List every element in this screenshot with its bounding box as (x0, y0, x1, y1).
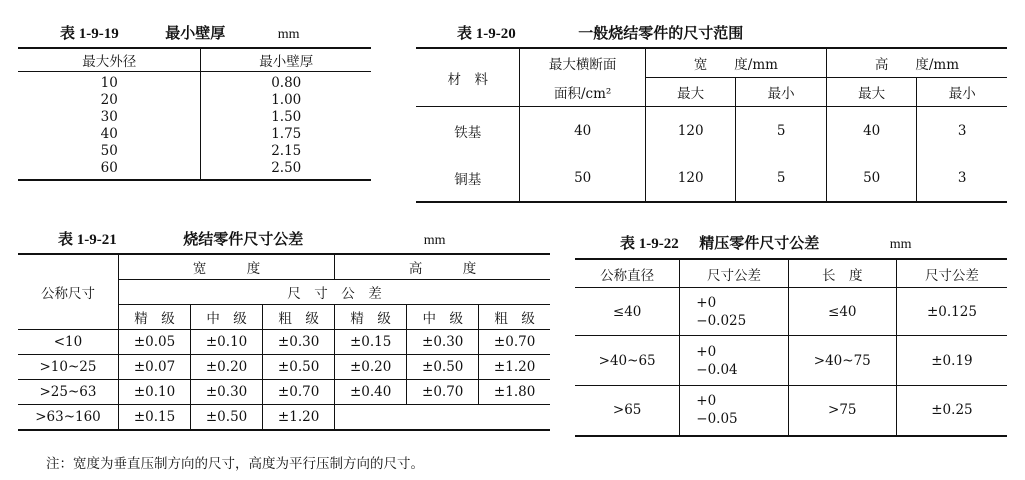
table-row (18, 355, 550, 380)
header-cell: 粗 级 (479, 305, 550, 330)
table-21-title: 烧结零件尺寸公差 (183, 230, 304, 248)
header-cell: 中 级 (191, 305, 263, 330)
table-cell: ±0.50 (191, 405, 263, 431)
table-cell: ±0.19 (896, 336, 1007, 386)
table-cell: >65 (575, 386, 680, 436)
table-header-row (416, 48, 1007, 78)
table-cell: ±0.15 (335, 330, 407, 355)
table-cell: ±0.125 (896, 288, 1007, 336)
header-cell: 粗 级 (263, 305, 335, 330)
lower-deviation: −0.025 (696, 312, 747, 329)
table-22-caption (620, 232, 911, 253)
lower-deviation: −0.04 (696, 361, 738, 378)
table-row (18, 330, 550, 355)
table-row (18, 72, 371, 93)
header-cell: 最小壁厚 (201, 48, 371, 72)
table-row (575, 336, 1007, 386)
table-cell: ±1.80 (479, 380, 550, 405)
table-19-caption (60, 22, 299, 43)
table-20 (416, 47, 1007, 203)
table-cell: 10 (18, 72, 201, 93)
table-row (416, 154, 1007, 202)
table-cell: 3 (917, 107, 1007, 155)
header-cell: 面积/cm² (520, 78, 645, 107)
table-cell: 60 (18, 160, 201, 180)
table-cell: >40~75 (788, 336, 896, 386)
table-cell: 50 (18, 143, 201, 160)
table-21-caption (58, 228, 445, 249)
header-cell: 宽 度/mm (645, 48, 826, 78)
table-cell: ±0.05 (119, 330, 191, 355)
table-cell: ±0.30 (407, 330, 479, 355)
header-cell: 最大外径 (18, 48, 201, 72)
upper-deviation: +0 (696, 343, 717, 360)
table-cell: 30 (18, 109, 201, 126)
table-row (18, 143, 371, 160)
table-row (416, 107, 1007, 155)
table-19-title: 最小壁厚 (165, 24, 226, 42)
tolerance-cell (680, 386, 788, 436)
header-cell: 公称直径 (575, 259, 680, 288)
table-cell: >63~160 (18, 405, 119, 431)
table-cell: ±0.07 (119, 355, 191, 380)
table-cell (479, 405, 550, 431)
upper-deviation: +0 (696, 294, 717, 311)
table-cell: 3 (917, 154, 1007, 202)
table-cell: ≤40 (575, 288, 680, 336)
table-row (575, 288, 1007, 336)
header-cell: 最小 (736, 78, 826, 107)
table-row (18, 109, 371, 126)
header-cell: 高 度 (335, 254, 550, 280)
table-cell: 铁基 (416, 107, 520, 155)
header-cell: 尺寸公差 (680, 259, 788, 288)
table-cell: 2.15 (271, 143, 302, 159)
table-cell: 2.50 (271, 160, 302, 176)
table-cell: ±0.20 (335, 355, 407, 380)
header-cell: 公称尺寸 (18, 254, 119, 330)
header-cell: 最小 (917, 78, 1007, 107)
table-cell: >25~63 (18, 380, 119, 405)
header-cell: 最大 (826, 78, 917, 107)
table-cell: ±0.70 (263, 380, 335, 405)
table-20-number: 表 1-9-20 (457, 26, 516, 42)
table-cell: ±0.10 (119, 380, 191, 405)
table-cell: ±1.20 (479, 355, 550, 380)
table-cell: ±1.20 (263, 405, 335, 431)
header-cell: 中 级 (407, 305, 479, 330)
table-row (18, 92, 371, 109)
table-cell: ±0.25 (896, 386, 1007, 436)
table-cell: ±0.50 (407, 355, 479, 380)
header-cell: 精 级 (335, 305, 407, 330)
table-cell: 5 (736, 107, 826, 155)
table-cell: 20 (18, 92, 201, 109)
table-20-title: 一般烧结零件的尺寸范围 (578, 24, 744, 42)
table-cell: ±0.40 (335, 380, 407, 405)
tolerance-cell (680, 288, 788, 336)
table-21-note: 注：宽度为垂直压制方向的尺寸，高度为平行压制方向的尺寸。 (46, 456, 424, 472)
table-cell: 1.00 (271, 92, 302, 108)
tolerance-cell (680, 336, 788, 386)
table-header-row (575, 259, 1007, 288)
table-cell: ±0.70 (479, 330, 550, 355)
table-21 (18, 253, 550, 431)
table-19-unit: mm (277, 27, 300, 42)
table-cell (407, 405, 479, 431)
header-cell: 尺寸公差 (896, 259, 1007, 288)
table-cell: ≤40 (788, 288, 896, 336)
table-cell: 50 (826, 154, 917, 202)
lower-deviation: −0.05 (696, 411, 738, 428)
table-cell: ±0.30 (191, 380, 263, 405)
header-cell: 尺 寸 公 差 (119, 280, 551, 305)
table-row (575, 386, 1007, 436)
table-cell: 铜基 (416, 154, 520, 202)
table-cell: ±0.20 (191, 355, 263, 380)
table-row (18, 405, 550, 431)
table-cell: 120 (645, 107, 736, 155)
table-19-number: 表 1-9-19 (60, 26, 119, 42)
table-22-unit: mm (889, 237, 912, 252)
table-row (18, 160, 371, 180)
table-cell: >40~65 (575, 336, 680, 386)
header-cell: 宽 度 (119, 254, 335, 280)
table-22-number: 表 1-9-22 (620, 236, 679, 252)
header-cell: 材 料 (416, 48, 520, 107)
table-22 (575, 258, 1007, 437)
header-cell: 最大 (645, 78, 736, 107)
table-cell: 40 (18, 126, 201, 143)
upper-deviation: +0 (696, 393, 717, 410)
table-cell: ±0.10 (191, 330, 263, 355)
table-header-row (18, 254, 550, 280)
table-cell: 1.75 (271, 126, 302, 142)
table-header-row (18, 48, 371, 72)
table-cell (335, 405, 407, 431)
table-cell: >75 (788, 386, 896, 436)
table-cell: 120 (645, 154, 736, 202)
header-cell: 精 级 (119, 305, 191, 330)
header-cell: 长 度 (788, 259, 896, 288)
table-row (18, 126, 371, 143)
table-21-unit: mm (423, 233, 446, 248)
table-cell: >10~25 (18, 355, 119, 380)
table-cell: 1.50 (271, 109, 302, 125)
table-22-title: 精压零件尺寸公差 (699, 234, 820, 252)
table-cell: ±0.70 (407, 380, 479, 405)
table-21-number: 表 1-9-21 (58, 232, 117, 248)
table-cell: <10 (18, 330, 119, 355)
table-20-caption (457, 22, 743, 43)
header-cell: 高 度/mm (826, 48, 1007, 78)
table-cell: ±0.50 (263, 355, 335, 380)
header-cell: 最大横断面 (520, 48, 645, 78)
table-19 (18, 47, 371, 181)
table-cell: 5 (736, 154, 826, 202)
table-cell: 0.80 (271, 75, 302, 91)
table-cell: 40 (826, 107, 917, 155)
table-cell: ±0.15 (119, 405, 191, 431)
table-cell: 40 (520, 107, 645, 155)
table-cell: ±0.30 (263, 330, 335, 355)
table-row (18, 380, 550, 405)
table-cell: 50 (520, 154, 645, 202)
